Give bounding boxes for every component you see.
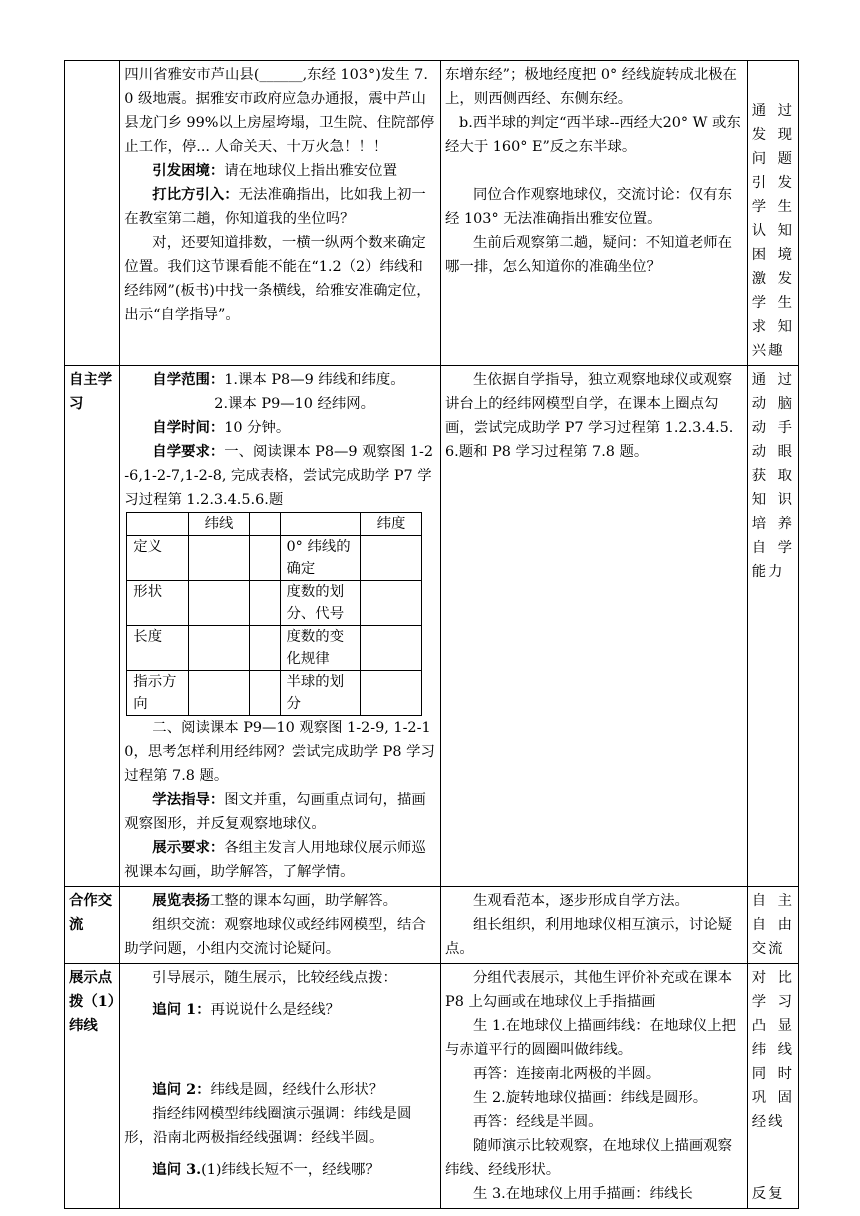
intent-cell <box>747 61 798 366</box>
problem-text: 请在地球仪上指出雅安位置 <box>224 163 397 179</box>
student-text-1: 东增东经”；极地经度把 0° 经线旋转成北极在上，则西侧西经、东侧东经。 <box>445 67 737 107</box>
latitude-table <box>126 512 422 716</box>
show-req-paragraph <box>124 836 436 884</box>
question-2 <box>124 1078 436 1102</box>
problem-label: 引发困境： <box>152 162 225 179</box>
stage-cell-empty <box>65 61 120 366</box>
table-head-cell: 纬度 <box>360 513 422 536</box>
table-head-cell <box>127 513 189 536</box>
show-student-6: 随师演示比较观察，在地球仪上描画观察纬线、经线形状。 <box>445 1138 733 1178</box>
table-cell <box>188 671 250 716</box>
intro-news-text: 四川省雅安市芦山县(______,东经 103°)发生 7.0 级地震。据雅安市政府应急办通报，震中芦山县龙门乡 99%以上房屋垮塌，卫生院、住院部停止工作，停... 人命关天、十万火急！！！ <box>124 67 435 155</box>
q2-note: 指经纬网模型纬线圈演示强调：纬线是圆形，沿南北两极指经线强调：经线半圆。 <box>124 1106 412 1146</box>
table-cell <box>250 536 280 581</box>
self-study-row <box>65 366 799 887</box>
coop-student-2: 组长组织，利用地球仪相互演示，讨论疑点。 <box>445 917 733 957</box>
table-cell <box>250 671 280 716</box>
table-cell <box>188 536 250 581</box>
self-study-teacher-cell <box>120 366 441 887</box>
requirement-label: 自学要求： <box>152 443 225 460</box>
table-cell: 形状 <box>127 581 189 626</box>
coop-paragraph-1 <box>124 889 436 913</box>
show-intent-1: 对比学习凸显纬线同时巩固经线 <box>751 970 794 1130</box>
teacher-cell <box>120 61 441 366</box>
table-cell <box>360 581 422 626</box>
self-study-student-cell <box>441 366 748 887</box>
range-1: 1.课本 P8—9 纬线和纬度。 <box>224 372 405 388</box>
table-cell: 度数的变化规律 <box>280 626 360 671</box>
table-cell <box>360 626 422 671</box>
range-label: 自学范围： <box>152 371 225 388</box>
table-row <box>127 671 422 716</box>
method-paragraph <box>124 788 436 836</box>
question-3 <box>124 1158 436 1182</box>
show-intent-cell <box>747 964 798 1209</box>
show-intro: 引导展示，随生展示，比较经线点拨： <box>152 970 397 986</box>
cooperation-intent-cell <box>747 887 798 964</box>
cooperation-teacher-cell <box>120 887 441 964</box>
method-label: 学法指导： <box>152 791 225 808</box>
student-text-3: 同位合作观察地球仪，交流讨论：仅有东经 103° 无法准确指出雅安位置。 <box>445 187 733 227</box>
show-req-text: 各组主发言人用地球仪展示师巡视课本勾画，助学解答，了解学情。 <box>124 840 426 880</box>
transition-text: 对，还要知道排数，一横一纵两个数来确定位置。我们这节课看能不能在“1.2（2）纬线和经纬网”(板书)中找一条横线，给雅安准确定位，出示“自学指导”。 <box>124 235 431 323</box>
table-cell: 0° 纬线的确定 <box>280 536 360 581</box>
cooperation-row <box>65 887 799 964</box>
show-student-cell <box>441 964 748 1209</box>
range-paragraph <box>124 368 436 392</box>
lesson-plan-page <box>64 60 799 1209</box>
student-text-2: b.西半球的判定“西半球--西经大20° W 或东经大于 160° E”反之东半球。 <box>445 115 741 155</box>
question-1 <box>124 998 436 1022</box>
problem-paragraph <box>124 159 436 183</box>
table-row <box>127 536 422 581</box>
coop-label: 展览表扬 <box>152 892 210 909</box>
range-2: 2.课本 P9—10 经纬网。 <box>214 396 376 412</box>
method-text: 图文并重，勾画重点词句，描画观察图形，并反复观察地球仪。 <box>124 792 426 832</box>
coop-text-1: 工整的课本勾画，助学解答。 <box>209 893 397 909</box>
table-cell: 度数的划分、代号 <box>280 581 360 626</box>
q1-label: 追问 1： <box>152 1001 211 1018</box>
show-intent-2: 反复 <box>751 1186 785 1202</box>
table-cell <box>188 581 250 626</box>
show-student-1: 分组代表展示，其他生评价补充或在课本 P8 上勾画或在地球仪上手指描画 <box>445 970 733 1010</box>
time-text: 10 分钟。 <box>224 420 291 436</box>
requirement-1: 一、阅读课本 P8—9 观察图 1-2-6,1-2-7,1-2-8, 完成表格，尝试完成助学 P7 学习过程第 1.2.3.4.5.6.题 <box>124 444 434 508</box>
q1-text: 再说说什么是经线？ <box>210 1002 341 1018</box>
coop-student-1: 生观看范本，逐步形成自学方法。 <box>473 893 689 909</box>
table-cell <box>250 581 280 626</box>
time-paragraph <box>124 416 436 440</box>
show-student-5: 再答：经线是半圆。 <box>473 1114 603 1130</box>
table-cell: 指示方向 <box>127 671 189 716</box>
q2-text: 纬线是圆，经线什么形状？ <box>210 1082 384 1098</box>
requirement-paragraph <box>124 440 436 512</box>
table-head-cell <box>280 513 360 536</box>
table-cell: 半球的划分 <box>280 671 360 716</box>
stage-show: 展示点拨（1）纬线 <box>65 964 120 1209</box>
self-study-intent-cell <box>747 366 798 887</box>
student-text-4: 生前后观察第二趟，疑问：不知道老师在哪一排，怎么知道你的准确坐位？ <box>445 235 733 275</box>
table-cell <box>360 536 422 581</box>
latitude-table-head <box>127 513 422 536</box>
coop-text-2: 组织交流：观察地球仪或经纬网模型，结合助学问题，小组内交流讨论疑问。 <box>124 917 426 957</box>
table-head-cell <box>250 513 280 536</box>
cooperation-student-cell <box>441 887 748 964</box>
q2-label: 追问 2： <box>152 1081 211 1098</box>
q3-text: (1)纬线长短不一，经线哪？ <box>201 1162 380 1178</box>
intent-text: 通过发现问题引发学生认知困境激发学生求知兴趣 <box>751 103 794 359</box>
show-student-7: 生 3.在地球仪上用手描画：纬线长 <box>473 1186 693 1202</box>
time-label: 自学时间： <box>152 419 225 436</box>
self-study-student-text: 生依据自学指导，独立观察地球仪或观察讲台上的经纬网模型自学，在课本上圈点勾画，尝试完成助学 P7 学习过程第 1.2.3.4.5.6.题和 P8 学习过程第 7.8 题。 <box>445 372 734 460</box>
requirement-2: 二、阅读课本 P9—10 观察图 1-2-9, 1-2-10，思考怎样利用经纬网？尝试完成助学 P8 学习过程第 7.8 题。 <box>124 720 435 784</box>
table-head-cell: 纬线 <box>188 513 250 536</box>
table-row <box>127 626 422 671</box>
self-study-intent: 通过动脑动手动眼获取知识培养自学能力 <box>751 372 794 580</box>
table-cell <box>188 626 250 671</box>
table-cell: 长度 <box>127 626 189 671</box>
table-cell <box>250 626 280 671</box>
analogy-paragraph <box>124 183 436 231</box>
lesson-plan-table <box>64 60 799 1209</box>
stage-self-study: 自主学习 <box>65 366 120 887</box>
analogy-label: 打比方引入： <box>152 186 239 203</box>
show-req-label: 展示要求： <box>152 839 225 856</box>
analogy-text: 无法准确指出，比如我上初一在教室第二趟，你知道我的坐位吗？ <box>124 187 426 227</box>
show-student-3: 再答：连接南北两极的半圆。 <box>473 1066 661 1082</box>
table-cell: 定义 <box>127 536 189 581</box>
show-student-4: 生 2.旋转地球仪描画：纬线是圆形。 <box>473 1090 708 1106</box>
table-cell <box>360 671 422 716</box>
show-teacher-cell <box>120 964 441 1209</box>
intro-row <box>65 61 799 366</box>
q3-label: 追问 3. <box>152 1161 202 1178</box>
show-student-2: 生 1.在地球仪上描画纬线：在地球仪上把与赤道平行的圆圈叫做纬线。 <box>445 1018 736 1058</box>
coop-intent: 自主自由交流 <box>751 893 794 957</box>
stage-cooperation: 合作交流 <box>65 887 120 964</box>
show-row <box>65 964 799 1209</box>
student-cell <box>441 61 748 366</box>
table-row <box>127 581 422 626</box>
